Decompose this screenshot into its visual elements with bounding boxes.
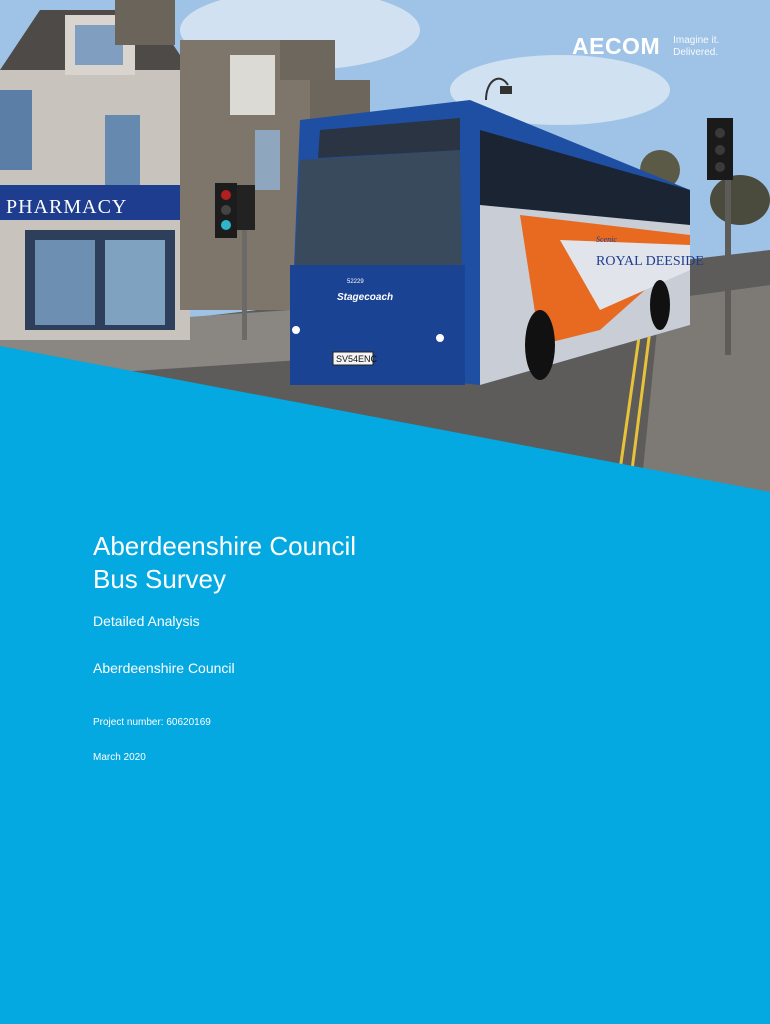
bus-registration: SV54ENC — [336, 354, 378, 364]
logo-tagline — [673, 35, 719, 59]
document-title — [93, 530, 693, 596]
title-line1: Aberdeenshire Council — [93, 531, 357, 561]
project-number: Project number: 60620169 — [93, 717, 211, 728]
bus-fleet-number: 52229 — [347, 279, 364, 285]
logo-tagline-line1: Imagine it. — [673, 34, 720, 46]
document-date: March 2020 — [93, 752, 146, 763]
bus-operator-text: Stagecoach — [337, 292, 394, 303]
pharmacy-sign-text: PHARMACY — [6, 196, 128, 218]
cover-text — [93, 530, 693, 763]
aecom-logo — [572, 33, 719, 60]
bus-livery-text: ROYAL DEESIDE — [596, 254, 704, 269]
document-subtitle: Detailed Analysis — [93, 613, 200, 629]
logo-wordmark: AECOM — [572, 33, 661, 59]
client-name: Aberdeenshire Council — [93, 660, 235, 676]
logo-tagline-line2: Delivered. — [673, 46, 719, 58]
title-line2: Bus Survey — [93, 564, 226, 594]
bus-livery-small-text: Scenic — [596, 235, 617, 244]
